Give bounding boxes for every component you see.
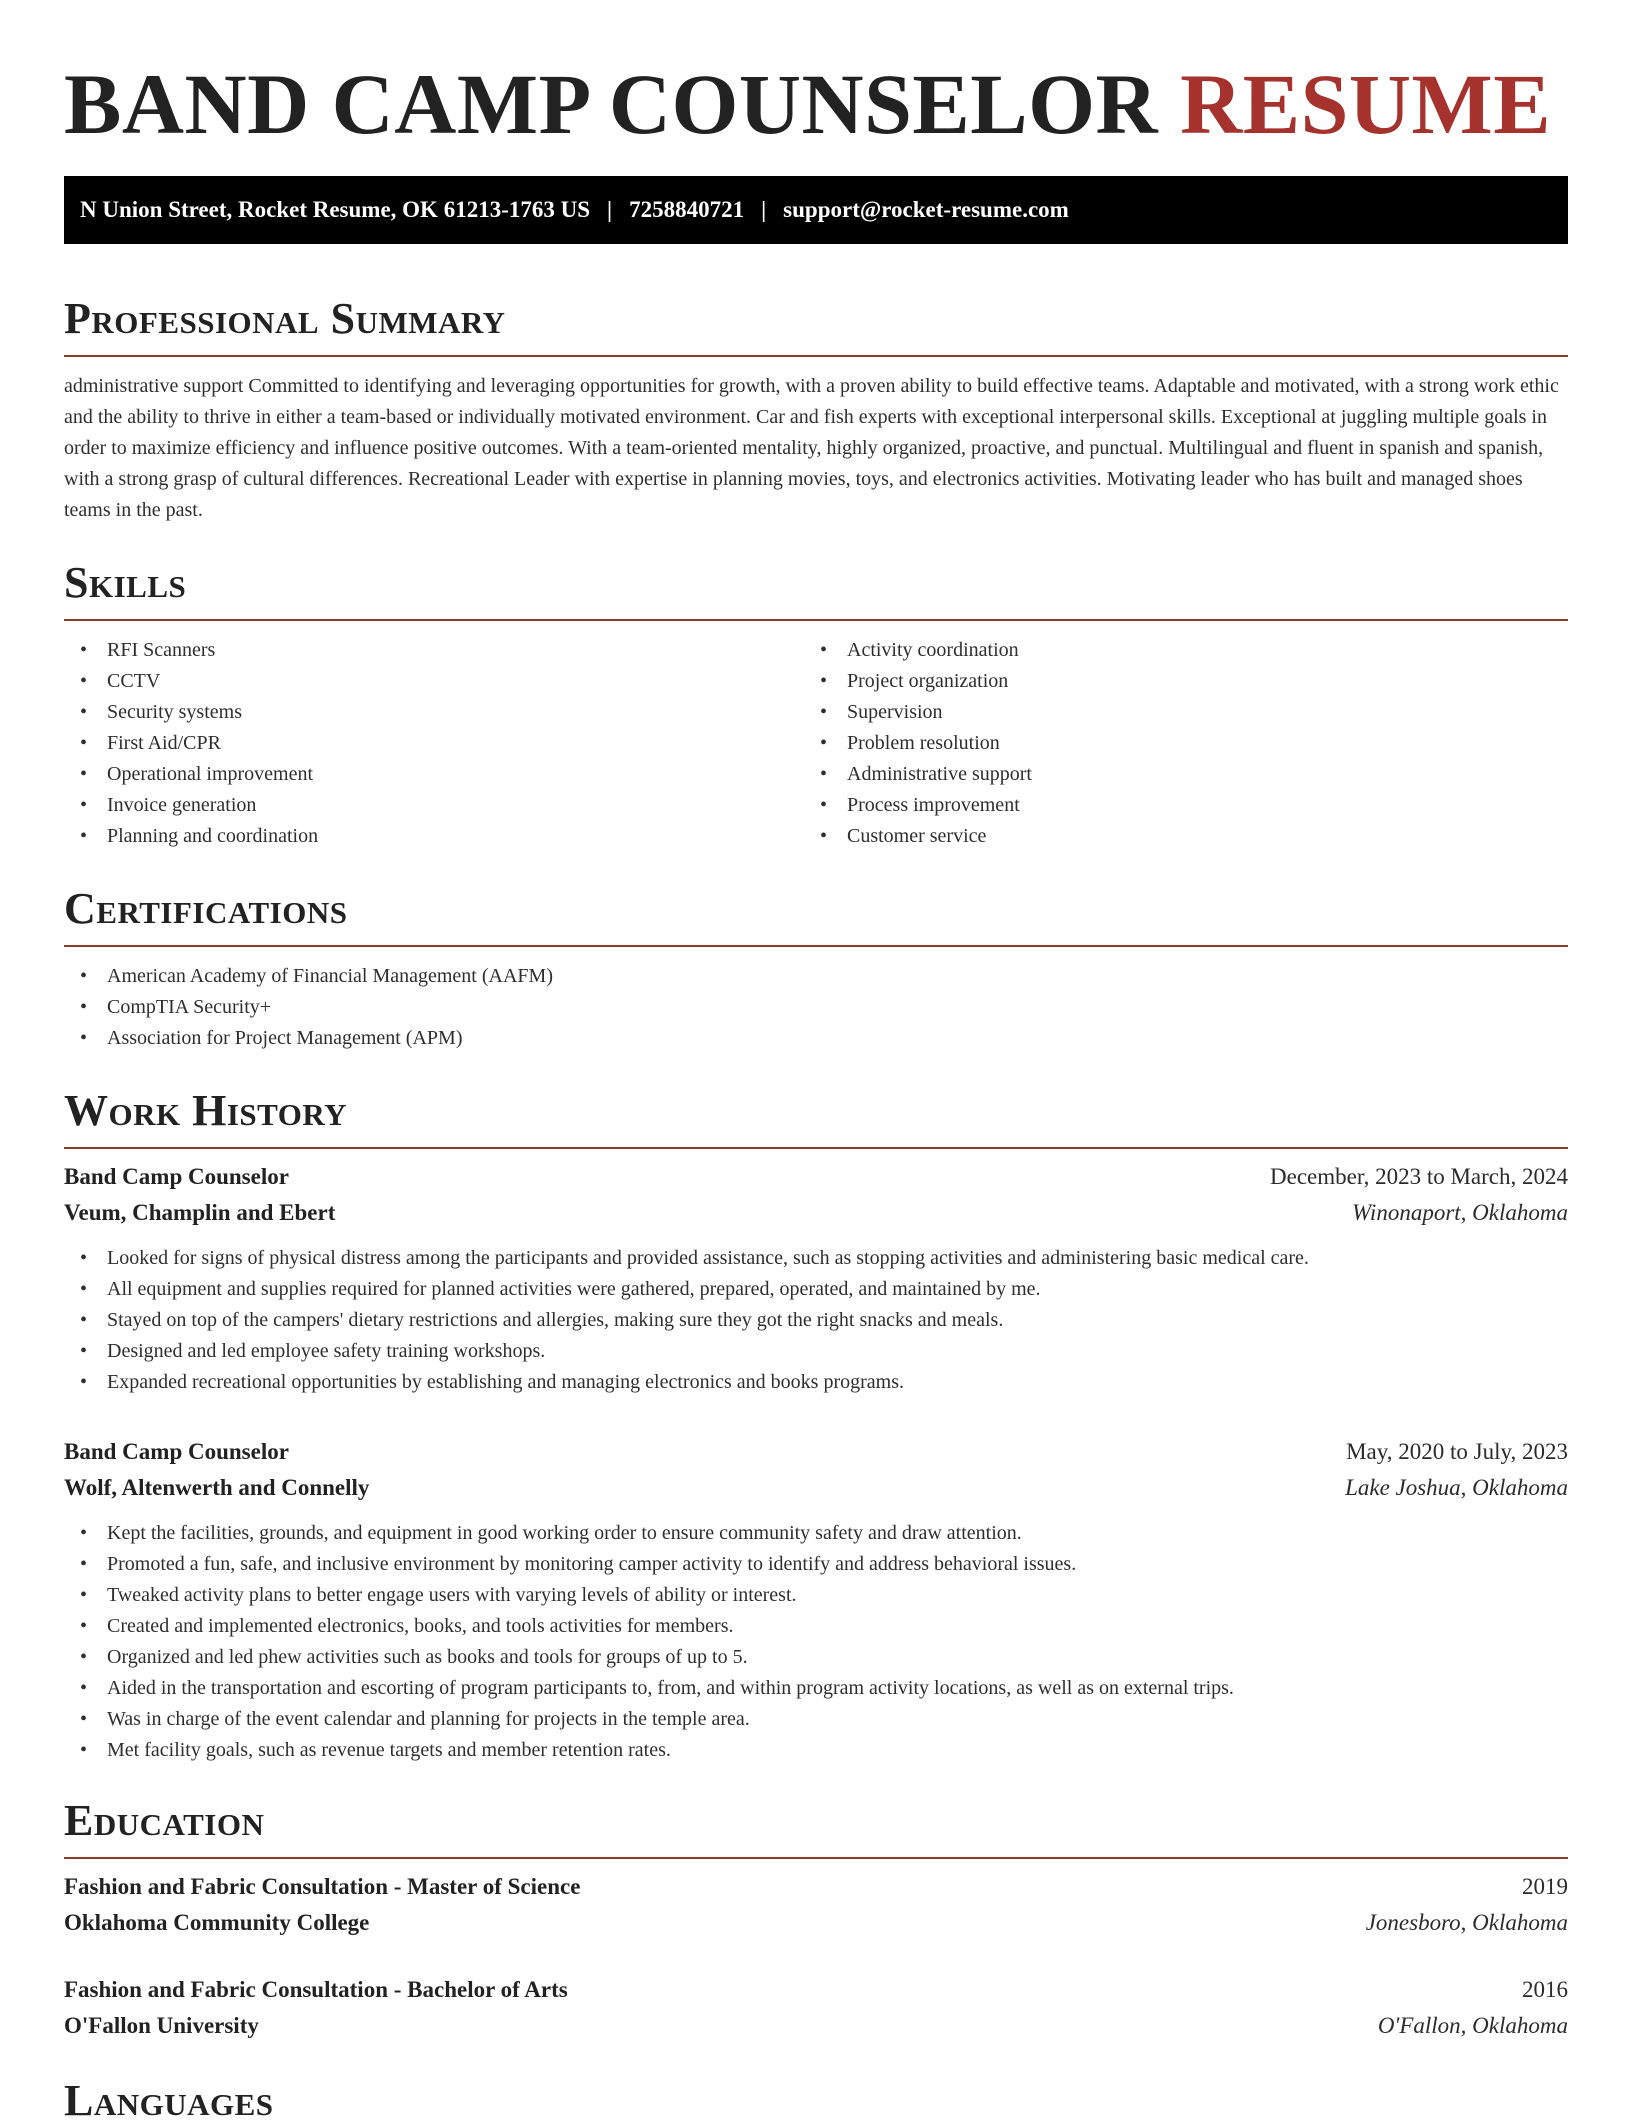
section-divider: [64, 1857, 1568, 1859]
entry-row: [64, 1470, 1568, 1506]
job-location: Lake Joshua, Oklahoma: [1345, 1475, 1568, 1500]
skill-item: • Administrative support: [804, 759, 1544, 790]
entry-row: [64, 1905, 1568, 1941]
skill-item: • Planning and coordination: [64, 821, 804, 852]
entry-row: [64, 1869, 1568, 1905]
education-school: Oklahoma Community College: [64, 1910, 370, 1935]
job-title: Band Camp Counselor: [64, 1439, 289, 1464]
education-location: O'Fallon, Oklahoma: [1377, 2013, 1568, 2038]
contact-separator: |: [761, 197, 767, 222]
certifications-list: [64, 961, 1568, 1054]
skills-grid: [64, 635, 1568, 852]
job-bullet: • Kept the facilities, grounds, and equipment in good working order to ensure community safety and draw attention.: [64, 1518, 1568, 1549]
education-degree: Fashion and Fabric Consultation - Bachelor of Arts: [64, 1977, 568, 2002]
certification-item: • CompTIA Security+: [64, 992, 1568, 1023]
job-title: Band Camp Counselor: [64, 1164, 289, 1189]
skill-item: • CCTV: [64, 666, 804, 697]
job-bullet: • Aided in the transportation and escorting of program participants to, from, and within program activity locations, as well as on external trips.: [64, 1673, 1568, 1704]
skill-item: • Activity coordination: [804, 635, 1544, 666]
contact-email: support@rocket-resume.com: [783, 197, 1069, 222]
job-bullet: • Organized and led phew activities such as books and tools for groups of up to 5.: [64, 1642, 1568, 1673]
job-dates: December, 2023 to March, 2024: [1270, 1164, 1568, 1189]
contact-separator: |: [607, 197, 613, 222]
job-bullet: • Created and implemented electronics, books, and tools activities for members.: [64, 1611, 1568, 1642]
entry-row: [64, 1972, 1568, 2008]
education-location: Jonesboro, Oklahoma: [1365, 1910, 1568, 1935]
summary-text: administrative support Committed to identifying and leveraging opportunities for growth, with a proven ability to build effective teams. Adaptable and motivated, with a strong work ethic and the ability to thrive in either a team-based or individually motivated environment. Car and fish experts with exceptional interpersonal skills. Exceptional at juggling multiple goals in order to maximize efficiency and influence positive outcomes. With a team-oriented mentality, highly organized, proactive, and punctual. Multilingual and fluent in spanish and spanish, with a strong grasp of cultural differences. Recreational Leader with expertise in planning movies, toys, and electronics activities. Motivating leader who has built and managed shoes teams in the past.: [64, 375, 1559, 521]
skill-item: • Operational improvement: [64, 759, 804, 790]
skills-list-left: [64, 635, 804, 852]
entry-row: [64, 1195, 1568, 1231]
education-list: [64, 1869, 1568, 2044]
skills-list-right: [804, 635, 1544, 852]
job-bullets: [64, 1243, 1568, 1398]
skill-item: • Invoice generation: [64, 790, 804, 821]
job-bullets: [64, 1518, 1568, 1766]
work-entry: [64, 1159, 1568, 1398]
job-bullet: • Looked for signs of physical distress among the participants and provided assistance, such as stopping activities and administering basic medical care.: [64, 1243, 1568, 1274]
job-bullet: • Designed and led employee safety training workshops.: [64, 1336, 1568, 1367]
work-history-heading: Work History: [64, 1086, 348, 1135]
skill-item: • Process improvement: [804, 790, 1544, 821]
certification-item: • Association for Project Management (APM): [64, 1023, 1568, 1054]
education-school: O'Fallon University: [64, 2013, 259, 2038]
skill-item: • Supervision: [804, 697, 1544, 728]
entry-row: [64, 2008, 1568, 2044]
job-bullet: • Expanded recreational opportunities by establishing and managing electronics and books programs.: [64, 1367, 1568, 1398]
contact-address: N Union Street, Rocket Resume, OK 61213-1763 US: [80, 197, 591, 222]
certification-item: • American Academy of Financial Management (AAFM): [64, 961, 1568, 992]
languages-heading: Languages: [64, 2076, 274, 2125]
skill-item: • Project organization: [804, 666, 1544, 697]
skill-item: • Problem resolution: [804, 728, 1544, 759]
title-accent: RESUME: [1180, 56, 1552, 152]
resume-title: [64, 54, 1568, 154]
job-location: Winonaport, Oklahoma: [1352, 1200, 1568, 1225]
skill-item: • First Aid/CPR: [64, 728, 804, 759]
contact-bar: [64, 176, 1568, 244]
education-year: 2019: [1522, 1874, 1568, 1899]
job-company: Veum, Champlin and Ebert: [64, 1200, 336, 1225]
education-year: 2016: [1522, 1977, 1568, 2002]
section-divider: [64, 945, 1568, 947]
job-bullet: • Tweaked activity plans to better engage users with varying levels of ability or interest.: [64, 1580, 1568, 1611]
skill-item: • Customer service: [804, 821, 1544, 852]
skill-item: • Security systems: [64, 697, 804, 728]
section-divider: [64, 355, 1568, 357]
work-entry: [64, 1434, 1568, 1766]
job-bullet: • All equipment and supplies required for planned activities were gathered, prepared, operated, and maintained by me.: [64, 1274, 1568, 1305]
education-degree: Fashion and Fabric Consultation - Master of Science: [64, 1874, 581, 1899]
education-heading: Education: [64, 1796, 265, 1845]
certifications-heading: Certifications: [64, 884, 348, 933]
education-entry: [64, 1972, 1568, 2044]
job-bullet: • Met facility goals, such as revenue targets and member retention rates.: [64, 1735, 1568, 1766]
section-divider: [64, 1147, 1568, 1149]
summary-heading: Professional Summary: [64, 294, 506, 343]
job-company: Wolf, Altenwerth and Connelly: [64, 1475, 370, 1500]
job-bullet: • Promoted a fun, safe, and inclusive environment by monitoring camper activity to identify and address behavioral issues.: [64, 1549, 1568, 1580]
job-bullet: • Was in charge of the event calendar and planning for projects in the temple area.: [64, 1704, 1568, 1735]
section-divider: [64, 619, 1568, 621]
education-entry: [64, 1869, 1568, 1941]
work-history-list: [64, 1159, 1568, 1766]
job-dates: May, 2020 to July, 2023: [1346, 1439, 1568, 1464]
entry-row: [64, 1434, 1568, 1470]
job-bullet: • Stayed on top of the campers' dietary restrictions and allergies, making sure they got the right snacks and meals.: [64, 1305, 1568, 1336]
skill-item: • RFI Scanners: [64, 635, 804, 666]
title-main: BAND CAMP COUNSELOR: [64, 56, 1159, 152]
skills-heading: Skills: [64, 558, 187, 607]
contact-phone: 7258840721: [629, 197, 745, 222]
entry-row: [64, 1159, 1568, 1195]
